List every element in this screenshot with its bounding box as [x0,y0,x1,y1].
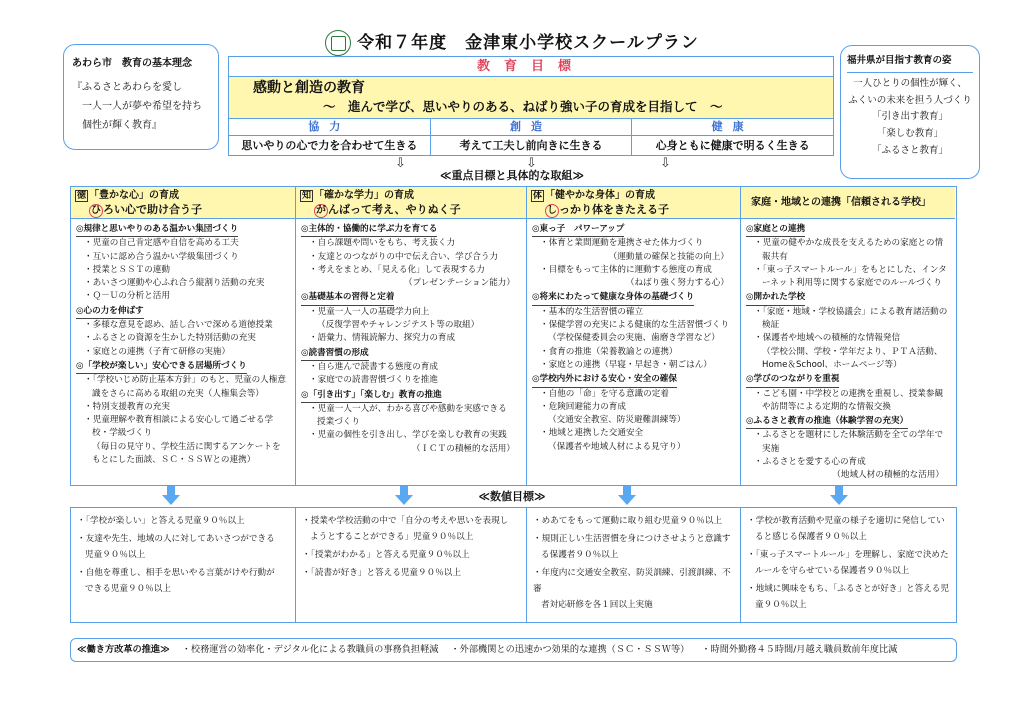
focus-item [76,264,290,277]
pillar-health [632,119,833,155]
focus-item-text: ・「家庭・地域・学校協議会」による教育諸活動の [754,306,948,317]
page-title-text: 令和７年度 金津東小学校スクールプラン [357,33,699,53]
pillar-desc: 思いやりの心で力を合わせて生きる [241,139,418,152]
focus-item-text: ・多様な意見を認め、話し合いで深める道徳授業 [84,320,273,331]
focus-item [301,237,521,250]
focus-item [301,403,521,416]
focus-item [301,429,521,442]
focus-group-heading [301,222,521,237]
focus-item-text: ・考えをまとめ、「見える化」して表現する力 [309,264,485,275]
focus-item-text: ・児童の個性を引き出し、学びを楽しむ教育の実践 [309,430,507,441]
focus-item [532,388,735,401]
focus-item-text: ◎東っ子 パワーアップ [532,223,624,237]
focus-item [76,319,290,332]
target-line: ようとすることができる」児童９０％以上 [310,532,474,542]
target-line: ・「読書が好き」と答える児童９０％以上 [302,568,461,578]
focus-item-text: ・児童理解や教育相談による安心して過ごせる学 [84,415,274,426]
focus-item [301,332,521,345]
focus-item [301,306,521,319]
focus-item [532,414,735,427]
focus-group-heading [532,290,735,305]
focus-item-text: ・特別支援教育の充実 [84,401,170,412]
column-knowledge [296,187,527,485]
focus-item [301,319,521,332]
column-header [296,187,526,219]
focus-item-text: ・保護者や地域への積極的な情報発信 [754,333,901,344]
focus-item-text: ・児童の自己肯定感や自信を高める工夫 [84,238,239,249]
target-line: ると感じる保護者９０％以上 [755,532,867,542]
awara-philosophy-box [63,44,219,150]
pillar-desc: 心身ともに健康で明るく生きる [655,139,810,152]
target-item [77,513,289,529]
column-subtitle: っかり体をきたえる子 [559,203,669,216]
targets-column [741,508,955,622]
target-item [533,513,734,529]
focus-item-text: もとにした面談、ＳＣ・ＳＳＷとの連携） [92,455,256,466]
focus-item-text: ◎学びのつながりを重視 [746,373,839,387]
column-heart [71,187,296,485]
column-title: 家庭・地域との連携「信頼される学校」 [751,197,931,208]
awara-heading: あわら市 教育の基本理念 [72,58,192,69]
focus-group-heading [301,388,521,403]
focus-item-text: ・危険回避能力の育成 [540,401,626,412]
target-line: ・自他を尊重し、相手を思いやる言葉がけや行動が [77,568,275,578]
focus-item-text: 校・学級づくり [92,428,153,439]
focus-group-heading [76,222,290,237]
column-initial: が [316,205,326,216]
focus-item [76,277,290,290]
focus-item [532,306,735,319]
focus-item [746,319,950,332]
column-body [296,219,526,459]
focus-item-text: ・Ｑ－Ｕの分析と活用 [84,291,170,302]
focus-item [76,414,290,427]
educational-goals [228,56,834,156]
focus-item-text: （反復学習やチャレンジテスト等の取組） [317,320,480,331]
targets-column [527,508,741,622]
reform-item: ・時間外勤務４５時間/月越え職員数前年度比減 [701,644,898,655]
focus-item [746,359,950,372]
target-line: 者対応研修を各１回以上実施 [541,600,653,610]
focus-item [532,346,735,359]
column-title: 「確かな学力」の育成 [314,190,415,201]
targets-column [71,508,296,622]
focus-item [301,374,521,387]
fukui-vision-box [840,45,980,179]
target-line: ・「東っ子スマートルール」を理解し、家庭で決めた [747,550,949,560]
focus-item-text: ・児童一人一人が、わかる喜びや感動を実感できる [309,403,507,414]
awara-line: 一人一人が夢や希望を持ち [82,100,202,112]
focus-item-text: 識をさらに高める取組の充実（人権集会等） [92,388,264,399]
column-subtitle: ろい心で助け合う子 [103,203,202,216]
target-item [533,531,734,563]
target-item [302,513,520,545]
focus-item-text: ・授業とＳＳＴの連動 [84,264,170,275]
column-header [527,187,740,219]
focus-item-text: ◎「学校が楽しい」安心できる居場所づくり [76,360,247,374]
column-header [71,187,295,219]
focus-item-text: ◎主体的・協働的に学ぶ力を育てる [301,223,437,237]
target-item [747,581,949,613]
focus-item-text: ◎読書習慣の形成 [301,347,369,361]
reform-item: ・校務運営の効率化・デジタル化による教職員の事務負担軽減 [181,644,439,655]
focus-item [76,401,290,414]
focus-item [301,264,521,277]
target-line: ・規則正しい生活習慣を身につけさせようと意識す [533,534,731,544]
focus-item-text: ・互いに認め合う温かい学級集団づくり [84,251,239,262]
focus-item-text: （毎日の見守り、学校生活に関するアンケートを [92,441,281,452]
focus-columns [70,186,957,486]
goals-heading: 教育目標 [229,57,833,77]
focus-item [301,443,521,456]
target-item [77,565,289,597]
column-initial: し [547,205,557,216]
target-line: ・学校が教育活動や児童の様子を適切に発信してい [747,516,945,526]
focus-item-text: ・家庭での読書習慣づくりを推進 [309,375,438,386]
focus-item [746,443,950,456]
fukui-line: 「楽しむ教育」 [876,128,944,140]
focus-item [301,416,521,429]
column-community [741,187,955,485]
focus-item-text: Home＆School、ホームページ等） [762,359,902,370]
focus-item-text: （運動量の確保と技能の向上） [608,251,729,262]
focus-item [746,456,950,469]
target-item [302,565,520,581]
awara-line: 個性が輝く教育』 [82,119,162,131]
focus-item [76,388,290,401]
focus-group-heading [301,290,521,305]
focus-item-text: ◎ふるさと教育の推進（体験学習の充実） [746,415,908,429]
column-keyword: 徳 [77,191,87,201]
target-line: る保護者９０％以上 [541,550,619,560]
down-arrow-icon: ⇩ [395,156,406,171]
focus-item [746,277,950,290]
fukui-heading: 福井県が目指す教育の姿 [847,54,973,73]
focus-item-text: ◎家庭との連携 [746,223,805,237]
focus-item [76,454,290,467]
focus-item-text: ・語彙力、情報読解力、探究力の育成 [309,333,456,344]
section-focus-heading: ≪重点目標と具体的な取組≫ [439,169,585,182]
school-emblem-icon [325,30,351,56]
focus-group-heading [76,359,290,374]
focus-item [532,332,735,345]
focus-item-text: ◎将来にわたって健康な身体の基礎づくり [532,291,694,305]
focus-item [746,251,950,264]
focus-group-heading [532,372,735,387]
focus-item-text: ・ふるさとの資源を生かした特別活動の充実 [84,333,256,344]
focus-item [76,290,290,303]
target-item [77,531,289,563]
focus-item [76,251,290,264]
focus-item-text: ・ふるさとを題材にした体験活動を全ての学年で [754,430,944,441]
focus-item [746,388,950,401]
reform-heading: ≪働き方改革の推進≫ [77,644,170,655]
pillar-creativity [431,119,633,155]
target-item [302,547,520,563]
focus-item [532,319,735,332]
column-title: 「健やかな身体」の育成 [545,190,656,201]
focus-item-text: ◎「引き出す」「楽しむ」教育の推進 [301,389,442,403]
focus-item [746,306,950,319]
focus-item [76,374,290,387]
targets-column [296,508,527,622]
focus-item [76,332,290,345]
work-reform-bar [70,638,957,662]
column-initial: ひ [91,205,101,216]
focus-item [746,401,950,414]
focus-item [746,429,950,442]
focus-item [746,332,950,345]
target-item [747,547,949,579]
focus-item [76,427,290,440]
focus-item [746,264,950,277]
focus-item-text: （交通安全教室、防災避難訓練等） [548,415,686,426]
focus-item-text: や訪問等による定期的な情報交換 [762,401,891,412]
focus-item-text: ・家庭との連携（早寝・早起き・朝ごはん） [540,359,712,370]
fukui-line: 「引き出す教育」 [871,111,948,123]
focus-item-text: ・ふるさとを愛する心の育成 [754,457,866,468]
focus-item-text: ◎規律と思いやりのある温かい集団づくり [76,223,238,237]
target-line: ・「学校が楽しい」と答える児童９０％以上 [77,516,245,526]
fukui-line: ふくいの未来を担う人づくり [848,94,972,106]
focus-item-text: ◎開かれた学校 [746,291,805,305]
fukui-line: 「ふるさと教育」 [871,145,948,157]
focus-item-text: （地域人材の積極的な活用） [832,470,944,481]
focus-item [301,361,521,374]
target-line: ・「授業がわかる」と答える児童９０％以上 [302,550,470,560]
goals-main: 感動と創造の教育 [253,80,365,96]
numeric-targets [70,507,957,623]
focus-item-text: ・児童の健やかな成長を支えるための家庭との情 [754,238,944,249]
focus-item-text: （ねばり強く努力する心） [625,278,729,289]
goals-main-panel [229,77,833,119]
awara-line: 『ふるさとあわらを愛し [72,81,182,93]
focus-item [746,469,950,482]
target-item [533,565,734,613]
target-item [747,513,949,545]
focus-item [532,401,735,414]
focus-item-text: ・食育の推進（栄養教諭との連携） [540,346,678,357]
pillar-title: 創造 [431,119,632,136]
focus-item-text: 検証 [762,320,780,331]
down-arrow-icon: ⇩ [660,156,671,171]
column-subtitle: んばって考え、やりぬく子 [328,203,461,216]
focus-group-heading [746,222,950,237]
focus-item [532,427,735,440]
focus-item [746,346,950,359]
target-line: ・年度内に交通安全教室、防災訓練、引渡訓練、不審 [533,568,731,594]
focus-item-text: ・自他の「命」を守る意識の定着 [540,388,669,399]
focus-item [532,359,735,372]
column-body [71,219,295,470]
column-body [741,219,955,486]
focus-item-text: ・こども園・中学校との連携を重視し、授業参観 [754,388,944,399]
target-line: ・授業や学校活動の中で「自分の考えや思いを表現し [302,516,509,526]
goal-pillars [229,119,833,155]
pillar-cooperation [229,119,431,155]
focus-item-text: ・保健学習の充実による健康的な生活習慣づくり [540,320,730,331]
focus-item-text: 実施 [762,443,780,454]
section-targets-heading: ≪数値目標≫ [478,490,546,503]
focus-item-text: ◎心の力を伸ばす [76,305,144,319]
focus-item [532,237,735,250]
focus-item-text: 報共有 [762,251,788,262]
focus-item-text: ・あいさつ運動や心ふれ合う縦割り活動の充実 [84,278,265,289]
column-title: 「豊かな心」の育成 [89,190,180,201]
focus-item-text: （プレゼンテーション能力） [403,278,515,289]
focus-item [532,277,735,290]
goals-sub: ～ 進んで学び、思いやりのある、ねばり強い子の育成を目指して ～ [323,99,723,114]
target-line: ・地域に興味をもち、「ふるさとが好き」と答える児 [747,584,949,594]
target-line: ルールを守らせている保護者９０％以上 [755,566,910,576]
reform-item: ・外部機関との迅速かつ効果的な連携（ＳＣ・ＳＳＷ等） [450,644,690,655]
column-header [741,187,955,219]
pillar-title: 健康 [632,119,833,136]
focus-item-text: ・友達とのつながりの中で伝え合い、学び合う力 [309,251,499,262]
focus-item [532,441,735,454]
focus-item-text: （ＩＣＴの積極的な活用） [411,443,515,454]
focus-group-heading [746,290,950,305]
column-keyword: 体 [533,191,543,201]
focus-item-text: ・自ら課題や問いをもち、考え抜く力 [309,238,456,249]
focus-item [532,264,735,277]
focus-item [76,346,290,359]
focus-group-heading [746,414,950,429]
focus-item [746,237,950,250]
focus-item-text: （保護者や地域人材による見守り） [548,441,686,452]
focus-item [301,277,521,290]
focus-item-text: ・「東っ子スマートルール」をもとにした、インタ [754,264,947,275]
target-line: ・めあてをもって運動に取り組む児童９０％以上 [533,516,723,526]
focus-group-heading [301,346,521,361]
focus-item-text: （学校保健委員会の実施、歯磨き学習など） [548,333,720,344]
focus-item-text: ーネット利用等に関する家庭でのルールづくり [762,278,942,289]
target-line: ・友達や先生、地域の人に対してあいさつができる [77,534,275,544]
target-line: できる児童９０％以上 [85,584,171,594]
focus-item [301,251,521,264]
focus-item [532,251,735,264]
column-body [527,219,740,457]
focus-item-text: ・目標をもって主体的に運動する態度の育成 [540,264,712,275]
focus-item [76,441,290,454]
focus-group-heading [746,372,950,387]
focus-item-text: ・基本的な生活習慣の確立 [540,306,644,317]
target-line: 童９０％以上 [755,600,807,610]
focus-group-heading [76,304,290,319]
fukui-line: 一人ひとりの個性が輝く、 [853,77,967,89]
focus-item-text: ・「学校いじめ防止基本方針」のもと、児童の人権意 [84,375,286,386]
target-line: 児童９０％以上 [85,550,146,560]
focus-item [76,237,290,250]
column-body-health [527,187,741,485]
focus-item-text: ・自ら進んで読書する態度の育成 [309,361,438,372]
pillar-desc: 考えて工夫し前向きに生きる [459,139,603,152]
focus-item-text: 授業づくり [317,417,360,428]
focus-item-text: ・児童一人一人の基礎学力向上 [309,306,430,317]
column-keyword: 知 [302,191,312,201]
focus-group-heading [532,222,735,237]
focus-item-text: ◎学校内外における安心・安全の確保 [532,373,677,387]
focus-item-text: ・家庭との連携（子育て研修の実施） [84,346,231,357]
pillar-title: 協力 [229,119,430,136]
focus-item-text: ・体育と業間運動を連携させた体力づくり [540,238,704,249]
down-arrow-icon: ⇩ [526,156,537,171]
focus-item-text: ・地域と連携した交通安全 [540,428,644,439]
focus-item-text: （学校公開、学校・学年だより、ＰＴＡ活動、 [762,346,943,357]
focus-item-text: ◎基礎基本の習得と定着 [301,291,394,305]
